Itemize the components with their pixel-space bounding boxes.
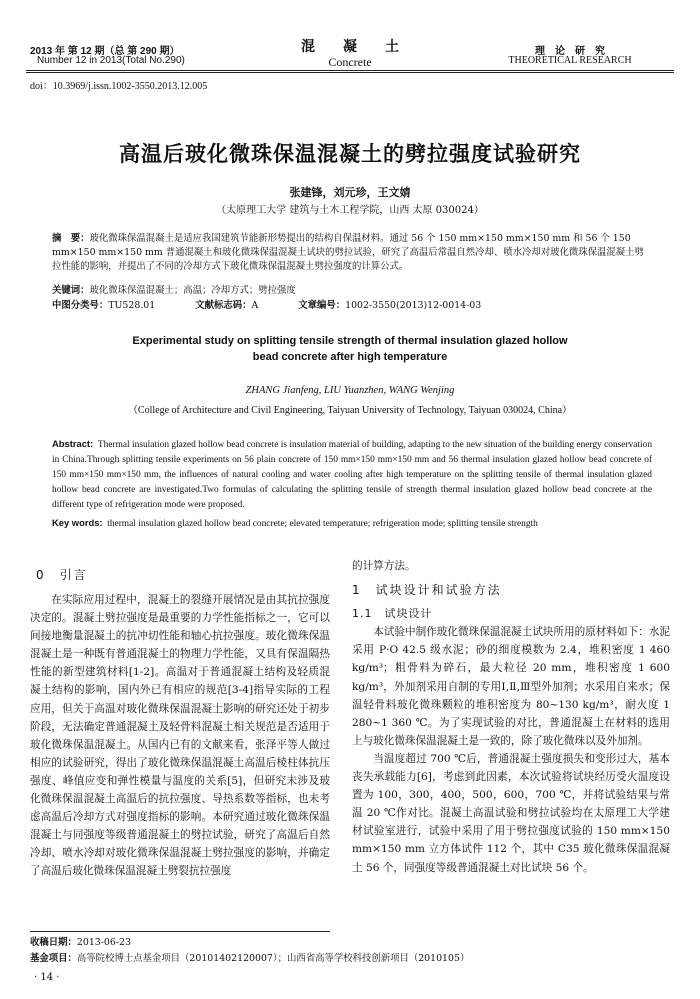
abstract-text-en: Thermal insulation glazed hollow bead concrete is insulation material of building, adapting to the new situation of the building energy conservation in China.Through splitting tensile experiments on 56 plain concrete of 150 mm×150 mm×150 mm and 56 thermal insulation glazed hollow bead concrete of 150 mm×150 mm×150 mm, the influences of natural cooling and water cooling after high temperature on the splitting tensile of thermal insulation glazed hollow bead concrete are investigated.Two formulas of calculating the splitting tensile of strength thermal insulation glazed hollow bead concrete at the different type of refrigeration mode were proposed. <box>52 440 653 510</box>
clc-value: TU528.01 <box>108 300 156 311</box>
left-column <box>30 591 330 881</box>
keywords-label-cn: 关键词： <box>52 285 90 296</box>
keywords-cn <box>52 284 652 298</box>
paper-title-cn: 高温后玻化微珠保温混凝土的劈拉强度试验研究 <box>119 142 581 166</box>
keywords-text-cn: 玻化微珠保温混凝土；高温；冷却方式；劈拉强度 <box>89 285 296 296</box>
abstract-label-cn: 摘 要： <box>52 233 90 244</box>
section-1-1-paragraph-1: 本试验中制作玻化微珠保温混凝土试块所用的原材料如下：水泥采用 P·O 42.5 级水泥；砂的细度模数为 2.4，堆积密度 1 460 kg/m³；粗骨料为碎石，最大粒径 20 mm，堆积密度 1 600 kg/m³，外加剂采用自制的专用Ⅰ,Ⅱ,Ⅲ型外加剂；水采用自来水；保温轻骨料玻化微珠颗粒的堆积密度为 80~130 kg/m³，耐火度 1 280~1 360 ℃。为了实现试验的对比，普通混凝土在材料的选用上与玻化微珠保温混凝土是一致的，除了玻化微珠以及外加剂。 <box>352 626 670 747</box>
fund-label: 基金项目： <box>30 953 77 964</box>
footnote-rule <box>30 931 330 932</box>
abstract-en <box>52 436 652 513</box>
keywords-en <box>52 516 652 531</box>
header-issue-en: Number 12 in 2013(Total No.290) <box>37 55 185 66</box>
authors-en: ZHANG Jianfeng, LIU Yuanzhen, WANG Wenjing <box>245 385 455 396</box>
header-journal-en: Concrete <box>328 55 372 69</box>
fund-value: 高等院校博士点基金项目（20101402120007）；山西省高等学校科技创新项目（2010105） <box>76 953 470 964</box>
section-1-heading: 1 试块设计和试验方法 <box>352 583 502 598</box>
section-0-heading: 0 引言 <box>36 568 88 582</box>
doc-code-value: A <box>251 300 259 311</box>
received-label: 收稿日期： <box>30 937 77 948</box>
header-rule <box>26 70 674 71</box>
article-no-value: 1002-3550(2013)12-0014-03 <box>345 300 482 311</box>
fund-info <box>30 951 680 966</box>
clc-label: 中图分类号： <box>52 300 109 311</box>
section-1-1-paragraph-2: 当温度超过 700 ℃后，普通混凝土强度损失和变形过大，基本丧失承载能力[6]，考虑到此因素，本次试验将试块经历受火温度设置为 100，300，400，500，600，700 ℃，并将试验结果与常温 20 ℃作对比。混凝土高温试验和劈拉试验均在太原理工大学建材试验室进行，试验中采用了用于劈拉强度试验的 150 mm×150 mm×150 mm 立方体试件 112 个，其中 C35 玻化微珠保温混凝土 56 个，同强度等级普通混凝土对比试块 56 个。 <box>352 752 670 874</box>
keywords-label-en: Key words: <box>52 517 103 528</box>
abstract-cn <box>52 232 652 274</box>
article-no-label: 文章编号： <box>298 300 346 311</box>
header-issue-cn: 2013 年 第 12 期（总 第 290 期） <box>30 46 180 57</box>
authors-cn: 张建锋，刘元珍，王文婧 <box>289 186 411 199</box>
received-value: 2013-06-23 <box>76 937 131 948</box>
abstract-text-cn: 玻化微珠保温混凝土是适应我国建筑节能新形势提出的结构自保温材料。通过 56 个 150 mm×150 mm×150 mm 和 56 个 150 mm×150 mm×150 mm 普通混凝土和玻化微珠保温混凝土试块的劈拉试验，研究了高温后常温自然冷却、喷水冷却对玻化微珠保温混凝土劈拉性能的影响，并提出了不同的冷却方式下玻化微珠保温混凝土劈拉强度的计算公式。 <box>52 233 644 272</box>
received-date <box>30 935 131 950</box>
doi: doi：10.3969/j.issn.1002-3550.2013.12.005 <box>30 81 208 92</box>
paper-title-en-line1: Experimental study on splitting tensile strength of thermal insulation glazed hollow <box>132 335 568 347</box>
affiliation-cn: （太原理工大学 建筑与土木工程学院，山西 太原 030024） <box>216 205 484 216</box>
section-1-1-heading: 1.1 试块设计 <box>352 607 433 621</box>
right-continue: 的计算方法。 <box>352 560 416 572</box>
header-rule-thin <box>26 72 674 73</box>
doc-code-label: 文献标志码： <box>195 300 252 311</box>
page-number: · 14 · <box>34 972 60 983</box>
header-journal-cn: 混 凝 土 <box>301 39 399 55</box>
classification-line <box>52 299 652 313</box>
keywords-text-en: thermal insulation glazed hollow bead concrete; elevated temperature; refrigeration mode; splitting tensile strength <box>107 519 538 529</box>
abstract-label-en: Abstract: <box>52 438 94 449</box>
intro-paragraph: 在实际应用过程中，混凝土的裂缝开展情况是由其抗拉强度决定的。混凝土劈拉强度是最重要的力学性能指标之一，它可以间接地衡量混凝土的抗冲切性能和轴心抗拉强度。玻化微珠保温混凝土是一种既有普通混凝土的物理力学性能，又具有保温隔热性能的新型建筑材料[1-2]。高温对于普通混凝土结构及轻质混凝土结构的影响，国内外已有相应的规范[3-4]指导实际的工程应用，但关于高温对玻化微珠保温混凝土影响的研究还处于初步阶段，无法确定普通混凝土及轻骨料混凝土相关规范是否适用于玻化微珠保温混凝土。从国内已有的文献来看，张泽平等人做过相应的试验研究，得出了玻化微珠保温混凝土高温后棱柱体抗压强度、峰值应变和弹性模量与温度的关系[5]，但研究未涉及玻化微珠保温混凝土高温后的抗拉强度、导热系数等指标，也未考虑高温后冷却方式对强度指标的影响。本研究通过玻化微珠保温混凝土与同强度等级普通混凝土的劈拉试验，研究了高温后自然冷却、喷水冷却对玻化微珠保温混凝土劈拉强度的影响，并确定了高温后玻化微珠保温混凝土劈裂抗拉强度 <box>30 594 330 878</box>
right-column <box>352 557 670 877</box>
header-section-en: THEORETICAL RESEARCH <box>508 55 632 66</box>
affiliation-en: （College of Architecture and Civil Engineering, Taiyuan University of Technology, Taiyuan 030024, China） <box>127 405 573 416</box>
paper-title-en-line2: bead concrete after high temperature <box>252 351 448 363</box>
header-section-cn: 理 论 研 究 <box>535 46 605 57</box>
